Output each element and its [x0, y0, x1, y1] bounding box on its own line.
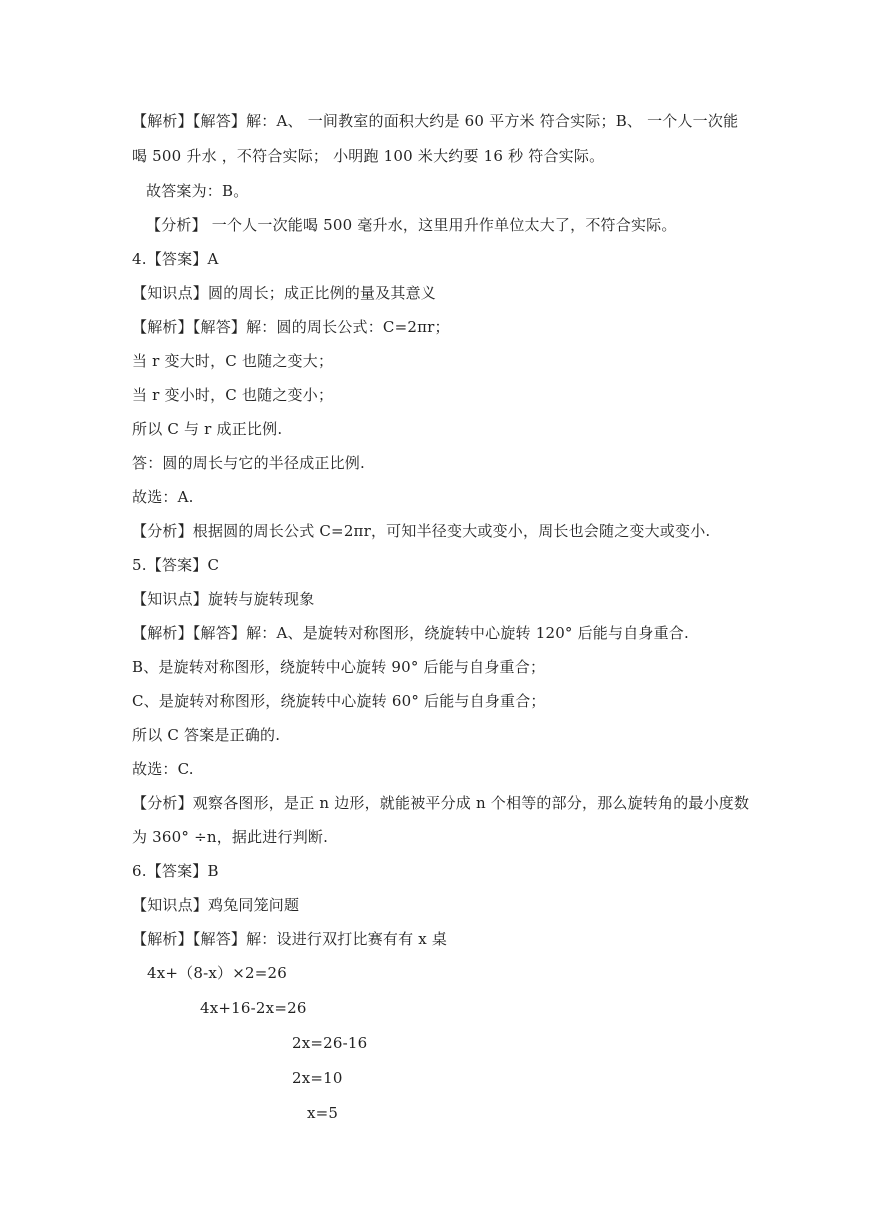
text-line: 答：圆的周长与它的半径成正比例. [132, 454, 365, 472]
text-line: 故选：A. [132, 488, 194, 506]
text-line: 【知识点】旋转与旋转现象 [132, 590, 315, 608]
text-line: 为 360° ÷n，据此进行判断. [132, 828, 329, 846]
text-line: 所以 C 答案是正确的. [132, 726, 281, 744]
text-line: 5.【答案】C [132, 556, 220, 574]
equation-line: 2x=26-16 [292, 1034, 368, 1052]
text-line: 【知识点】鸡兔同笼问题 [132, 896, 300, 914]
text-line: 6.【答案】B [132, 862, 219, 880]
text-line: 喝 500 升水 ，不符合实际； 小明跑 100 米大约要 16 秒 符合实际。 [132, 147, 605, 165]
equation-line: 4x+16-2x=26 [200, 999, 307, 1017]
text-line: 【解析】【解答】解：设进行双打比赛有有 x 桌 [132, 930, 448, 948]
text-line: 【解析】【解答】解：A、是旋转对称图形，绕旋转中心旋转 120° 后能与自身重合. [132, 624, 689, 642]
text-line: 所以 C 与 r 成正比例. [132, 420, 283, 438]
text-line: 故答案为：B。 [146, 182, 249, 200]
text-line: B、是旋转对称图形，绕旋转中心旋转 90° 后能与自身重合； [132, 658, 546, 676]
text-line: 【分析】观察各图形，是正 n 边形，就能被平分成 n 个相等的部分，那么旋转角的最小度数 [132, 794, 750, 812]
text-line: 【知识点】圆的周长；成正比例的量及其意义 [132, 284, 437, 302]
text-line: C、是旋转对称图形，绕旋转中心旋转 60° 后能与自身重合； [132, 692, 546, 710]
equation-line: x=5 [307, 1104, 339, 1122]
text-line: 当 r 变小时，C 也随之变小； [132, 386, 334, 404]
text-line: 当 r 变大时，C 也随之变大； [132, 352, 334, 370]
equation-line: 2x=10 [292, 1069, 343, 1087]
text-line: 【解析】【解答】解：圆的周长公式：C=2πr； [132, 318, 450, 336]
text-line: 【分析】 一个人一次能喝 500 毫升水，这里用升作单位太大了，不符合实际。 [146, 216, 677, 234]
text-line: 4.【答案】A [132, 250, 219, 268]
equation-line: 4x+（8-x）×2=26 [147, 964, 288, 982]
text-line: 【解析】【解答】解：A、 一间教室的面积大约是 60 平方米 符合实际；B、 一个人一次能 [132, 112, 739, 130]
text-line: 【分析】根据圆的周长公式 C=2πr，可知半径变大或变小，周长也会随之变大或变小. [132, 522, 711, 540]
text-line: 故选：C. [132, 760, 194, 778]
